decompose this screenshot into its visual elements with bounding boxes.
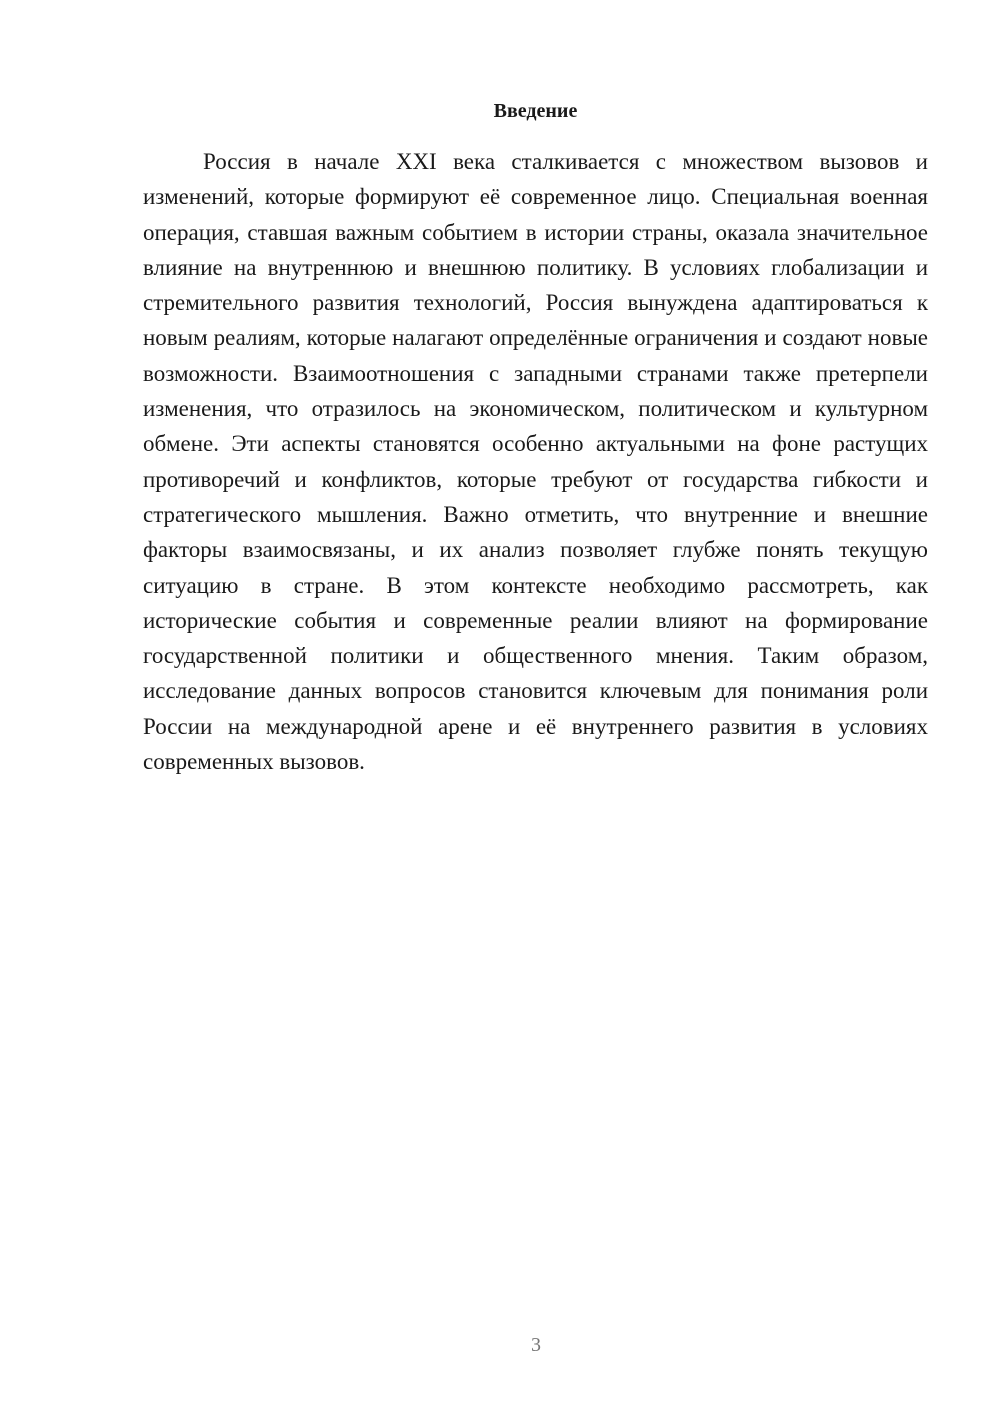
page-number: 3 — [531, 1334, 541, 1356]
section-heading: Введение — [493, 100, 578, 122]
body-paragraph: Россия в начале XXI века сталкивается с множеством вызовов и изменений, которые формируют её современное лицо. Специальная военная операция, ставшая важным событием в истории страны, оказала значительное влияние на внутреннюю и внешнюю политику. В условиях глобализации и стремительного развития технологий, Россия вынуждена адаптироваться к новым реалиям, которые налагают определённые ограничения и создают новые возможности. Взаимоотношения с западными странами также претерпели изменения, что отразилось на экономическом, политическом и культурном обмене. Эти аспекты становятся особенно актуальными на фоне растущих противоречий и конфликтов, которые требуют от государства гибкости и стратегического мышления. Важно отметить, что внутренние и внешние факторы взаимосвязаны, и их анализ позволяет глубже понять текущую ситуацию в стране. В этом контексте необходимо рассмотреть, как исторические события и современные реалии влияют на формирование государственной политики и общественного мнения. Таким образом, исследование данных вопросов становится ключевым для понимания роли России на международной арене и её внутреннего развития в условиях современных вызовов. — [143, 149, 928, 775]
